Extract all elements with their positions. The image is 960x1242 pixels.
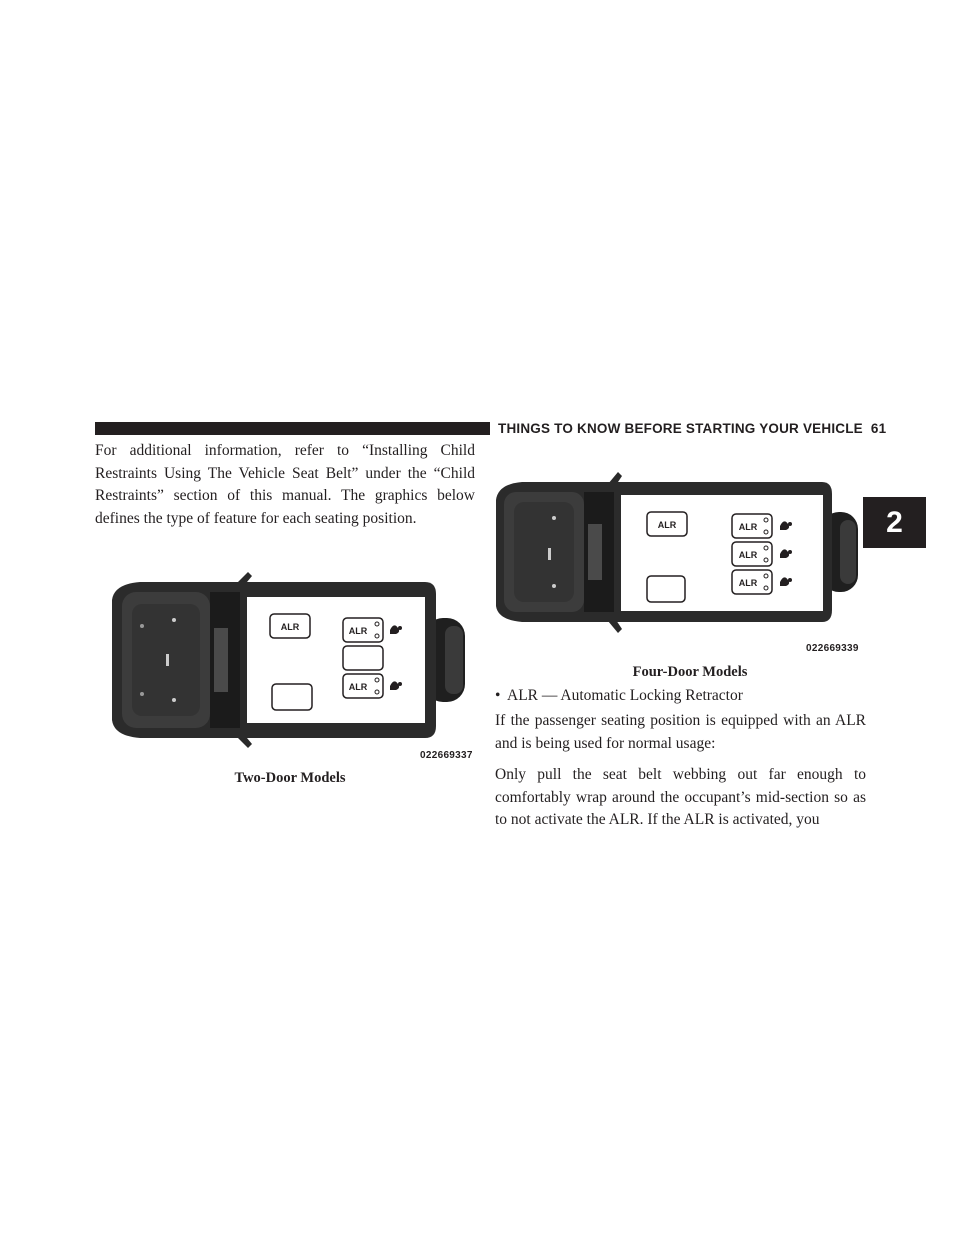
page-number: 61 bbox=[870, 421, 887, 436]
seat-label: ALR bbox=[738, 550, 758, 560]
four-door-vehicle-illustration bbox=[490, 470, 865, 635]
seat-label: ALR bbox=[348, 682, 368, 692]
figure-code: 022669337 bbox=[420, 750, 473, 761]
section-title: THINGS TO KNOW BEFORE STARTING YOUR VEHICLE bbox=[498, 421, 863, 436]
chapter-tab: 2 bbox=[863, 497, 926, 548]
figure-caption: Two-Door Models bbox=[234, 770, 346, 786]
seat-label: ALR bbox=[738, 522, 758, 532]
seat-label: ALR bbox=[738, 578, 758, 588]
seat-label: ALR bbox=[280, 622, 300, 632]
figure-code: 022669339 bbox=[806, 643, 859, 654]
seat-label: ALR bbox=[657, 520, 677, 530]
figure-caption: Four-Door Models bbox=[632, 664, 748, 680]
intro-paragraph: For additional information, refer to “Installing Child Restraints Using The Vehicle Seat Belt” under the “Child Restraints” section of this manual. The graphics below defines the type of feature for each seating position. bbox=[95, 442, 475, 527]
paragraph-webbing: Only pull the seat belt webbing out far enough to comfortably wrap around the occupant’s mid-section so as to not activate the ALR. If the ALR is activated, you bbox=[495, 766, 866, 828]
two-door-figure bbox=[100, 570, 475, 750]
bullet-icon: • bbox=[495, 687, 501, 704]
header-rule bbox=[95, 422, 490, 435]
seat-label: ALR bbox=[348, 626, 368, 636]
four-door-figure bbox=[490, 470, 865, 635]
paragraph-alr-usage: If the passenger seating position is equipped with an ALR and is being used for normal usage: bbox=[495, 712, 866, 752]
two-door-vehicle-illustration bbox=[100, 570, 475, 750]
bullet-item bbox=[495, 686, 875, 706]
bullet-text: ALR — Automatic Locking Retractor bbox=[507, 687, 743, 704]
running-header bbox=[498, 420, 887, 438]
